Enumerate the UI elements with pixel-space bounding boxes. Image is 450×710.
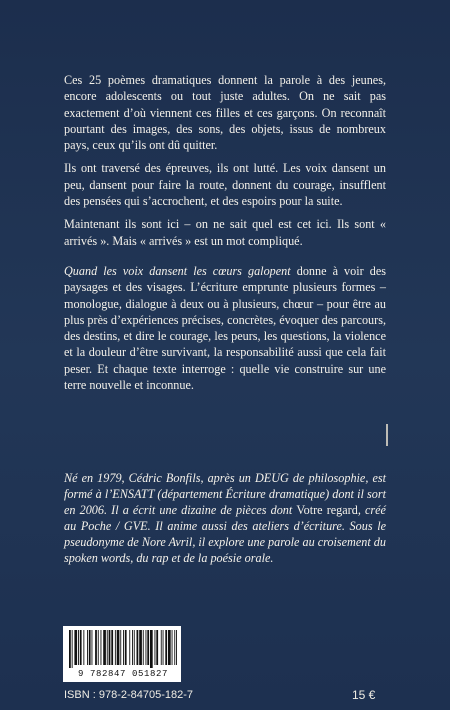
author-bio-part-2: , créé au Poche / GVE. Il anime aussi des ateliers d’écriture. Sous le pseudonyme de Nore Avril, il explore une parole au croisement du spoken words, du rap et de la poésie orale. (64, 503, 386, 566)
barcode-bar (120, 630, 121, 665)
barcode-bar (107, 630, 108, 665)
blurb (64, 72, 386, 400)
isbn-label: ISBN : 978-2-84705-182-7 (64, 689, 194, 701)
blurb-paragraph-2: Ils ont traversé des épreuves, ils ont lutté. Les voix dansent un peu, dansent pour faire la route, donnent du courage, insufflent des pensées qui s’accrochent, et des espoirs pour la suite. (64, 161, 386, 209)
barcode-bar (150, 630, 153, 668)
barcode-bar (139, 630, 142, 665)
barcode-bar (147, 630, 149, 665)
barcode-bar (103, 630, 106, 665)
author-bio-play-title: Votre regard (296, 503, 358, 518)
barcode-bar (161, 630, 162, 665)
barcode-bar (83, 630, 84, 665)
barcode-bar (143, 630, 144, 665)
barcode-bar (117, 630, 120, 665)
barcode-bar (72, 630, 73, 668)
barcode-bar (163, 630, 164, 665)
blurb-paragraph-4 (64, 263, 386, 393)
barcode-bar (89, 630, 91, 665)
author-bio-part-1: Né en 1979, Cédric Bonfils, après un DEUG de philosophie, est formé à l’ENSATT (département Écriture dramatique) dont il sort en 2006. Il a écrit une dizaine de pièces dont (64, 471, 386, 518)
barcode-digits: 9 782847 051827 (77, 669, 168, 679)
barcode-bar (156, 630, 158, 665)
barcode-bar (168, 630, 171, 665)
barcode-bar (115, 630, 116, 665)
barcode-bar (172, 630, 173, 665)
author-bio (64, 470, 386, 567)
barcode-bar (129, 630, 130, 665)
barcode (63, 626, 181, 682)
barcode-bar (125, 630, 127, 665)
barcode-bar (137, 630, 139, 665)
price-label: 15 € (352, 688, 376, 702)
blurb-paragraph-4-text: donne à voir des paysages et des visages. L’écriture emprunte plusieurs formes – monologue, dialogue à deux ou à plusieurs, chœur – pour être au plus près d’expériences précises, concrètes, évoquer des parcours, des destins, et dire le courage, les peurs, les questions, la violence et la douleur d’être survivant, la responsabilité aussi que cela fait peser. Et chaque texte interroge : quelle vie construire sur une terre nouvelle et inconnue. (64, 263, 387, 393)
barcode-bar (109, 630, 111, 665)
barcode-bar (123, 630, 124, 665)
barcode-bar (80, 630, 82, 665)
barcode-bar (134, 630, 135, 665)
barcode-bar (165, 630, 167, 665)
barcode-bars-icon (69, 630, 177, 668)
barcode-bar (155, 630, 156, 665)
barcode-bar (87, 630, 88, 665)
barcode-bar (176, 630, 177, 665)
barcode-bar (111, 630, 113, 665)
blurb-paragraph-1: Ces 25 poèmes dramatiques donnent la parole à des jeunes, encore adolescents ou tout juste adultes. On ne sait pas exactement d’où viennent ces filles et ces garçons. On reconnaît pourtant des images, des sons, des objets, issus de nombreux pays, ceux qu’ils ont dû quitter. (64, 73, 386, 153)
barcode-bar (78, 630, 79, 665)
barcode-bar (174, 630, 175, 665)
barcode-bar (132, 630, 133, 665)
book-title-inline: Quand les voix dansent les cœurs galopent (64, 263, 291, 278)
blurb-paragraph-3: Maintenant ils sont ici – on ne sait quel est cet ici. Ils sont « arrivés ». Mais « arrivés » est un mot compliqué. (64, 217, 386, 248)
barcode-bar (101, 630, 102, 665)
barcode-bar (74, 630, 77, 665)
barcode-bar (69, 630, 71, 668)
barcode-bar (92, 630, 93, 665)
barcode-bar (98, 630, 99, 665)
barcode-bar (95, 630, 97, 665)
barcode-bar (146, 630, 147, 665)
divider-mark (386, 424, 388, 446)
